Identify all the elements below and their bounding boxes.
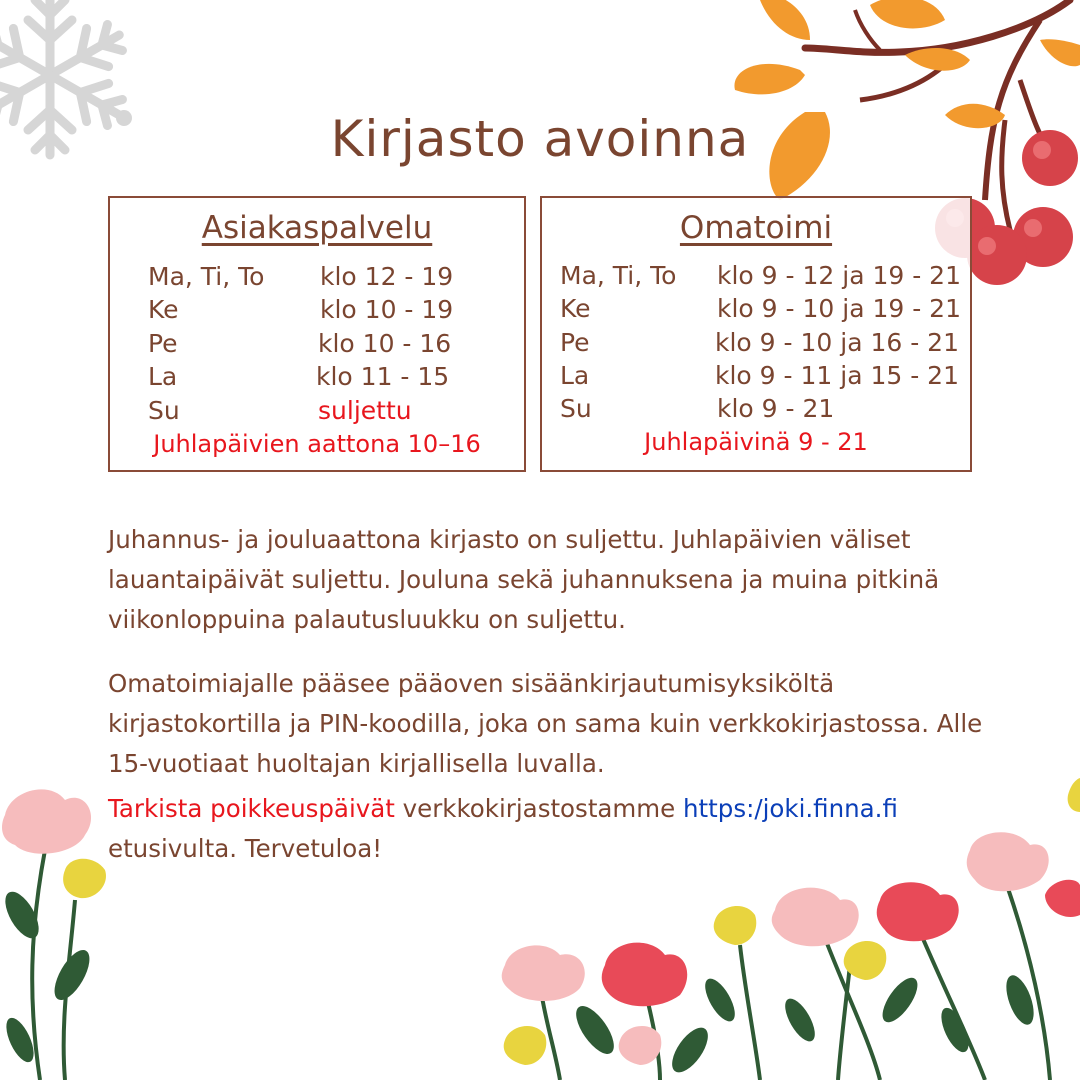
days-label: Pe [148,329,178,358]
self-service-info-paragraph: Omatoimiajalle pääsee pääoven sisäänkirjautumisyksiköltä kirjastokortilla ja PIN-koodilla, joka on sama kuin verkkokirjastossa. Alle 15-vuotiaat huoltajan kirjallisella luvalla. [108,669,983,778]
days-label: Ma, Ti, To [148,262,265,291]
closing-info-paragraph: Juhannus- ja jouluaattona kirjasto on suljettu. Juhlapäivien väliset lauantaipäivät suljettu. Jouluna sekä juhannuksena ja muina pitkinä viikonloppuina palautusluukku on suljettu. [108,525,940,634]
hours-value: klo 10 - 16 [318,329,452,358]
hours-value: klo 9 - 10 ja 19 - 21 [717,294,961,323]
hours-value: klo 10 - 19 [320,295,454,324]
flower-icon [0,789,106,1080]
holiday-eve-note: Juhlapäivien aattona 10–16 [153,430,481,458]
days-label: Su [560,394,592,423]
omatoimi-hours-box [540,196,972,472]
days-label: Ke [560,294,591,323]
days-label: Pe [560,328,590,357]
welcome-text: etusivulta. Tervetuloa! [108,834,383,863]
hours-value: klo 9 - 11 ja 15 - 21 [715,361,959,390]
days-label: La [560,361,590,390]
days-label: Ke [148,295,179,324]
holiday-note: Juhlapäivinä 9 - 21 [644,428,868,456]
hours-value: klo 12 - 19 [320,262,454,291]
web-library-link[interactable]: https:/joki.finna.fi [683,794,898,823]
exception-days-text: verkkokirjastostamme [394,794,684,823]
exception-days-paragraph [108,789,988,869]
hours-value: klo 9 - 21 [717,394,835,423]
hours-value: klo 11 - 15 [316,362,450,391]
hours-value: klo 9 - 12 ja 19 - 21 [717,261,961,290]
hours-value: klo 9 - 10 ja 16 - 21 [715,328,959,357]
exception-days-highlight: Tarkista poikkeuspäivät [108,794,395,823]
hours-value-closed: suljettu [318,396,412,425]
omatoimi-heading: Omatoimi [679,210,833,246]
page-title: Kirjasto avoinna [330,110,750,168]
days-label: Su [148,396,180,425]
days-label: La [148,362,178,391]
days-label: Ma, Ti, To [560,261,677,290]
asiakaspalvelu-hours-box [108,196,526,472]
asiakaspalvelu-heading: Asiakaspalvelu [201,210,433,246]
